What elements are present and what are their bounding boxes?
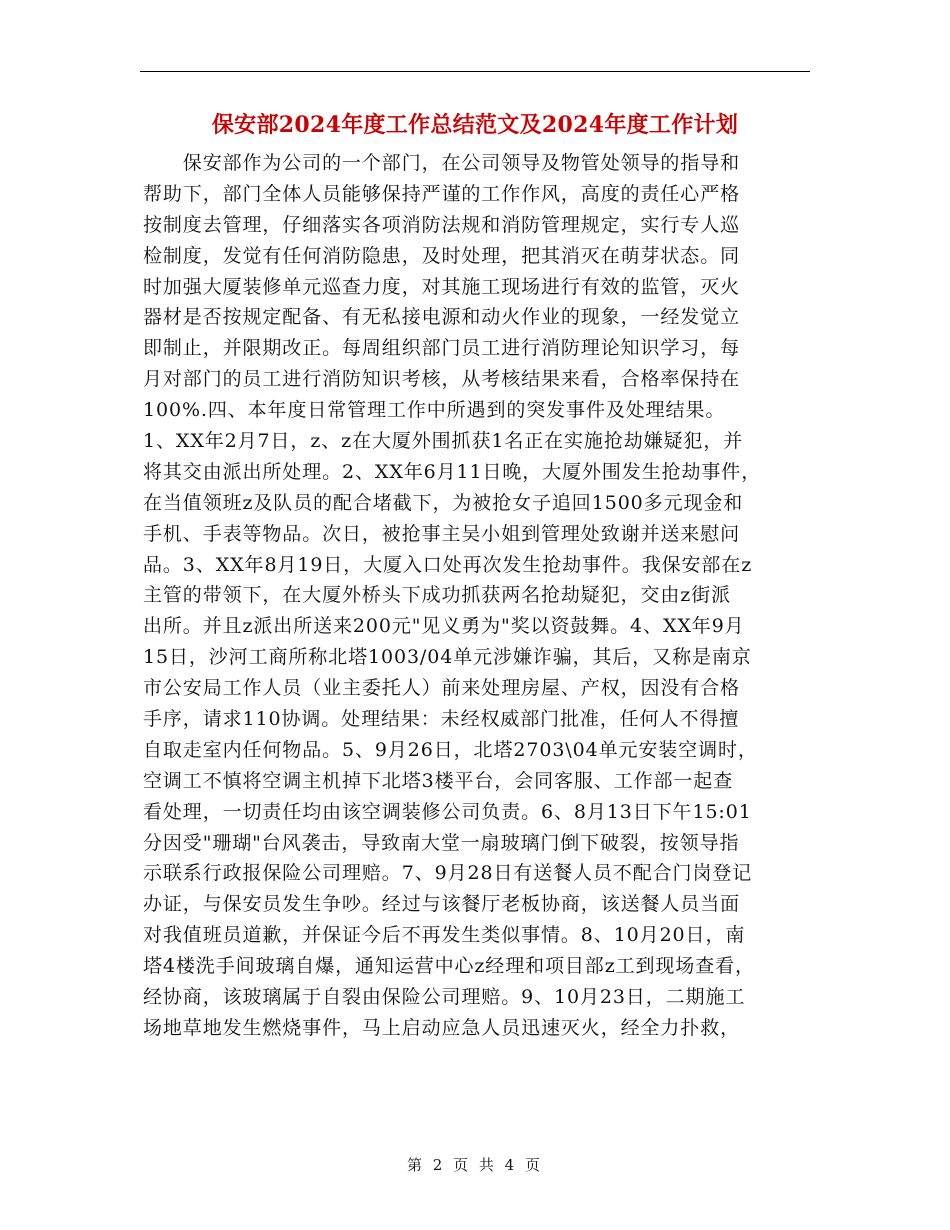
body-text-line: 月对部门的员工进行消防知识考核，从考核结果来看，合格率保持在: [143, 368, 741, 391]
body-text-line: 空调工不慎将空调主机掉下北塔3楼平台，会同客服、工作部一起查: [143, 769, 734, 792]
body-text-line: 对我值班员道歉，并保证今后不再发生类似事情。8、10月20日，南: [143, 924, 746, 947]
document-body: [143, 148, 823, 1044]
body-text-line: 即制止，并限期改正。每周组织部门员工进行消防理论知识学习，每: [143, 337, 741, 360]
body-text-line: 手机、手表等物品。次日，被抢事主吴小姐到管理处致谢并送来慰问: [143, 522, 741, 545]
page-number-footer: 第 2 页 共 4 页: [407, 1156, 543, 1174]
body-text-line: 时加强大厦装修单元巡查力度，对其施工现场进行有效的监管，灭火: [143, 275, 741, 298]
body-text-line: 将其交由派出所处理。2、XX年6月11日晚，大厦外围发生抢劫事件，: [143, 460, 762, 483]
body-text-line: 器材是否按规定配备、有无私接电源和动火作业的现象，一经发觉立: [143, 306, 741, 329]
body-text-line: 品。3、XX年8月19日，大厦入口处再次发生抢劫事件。我保安部在z: [143, 553, 753, 576]
body-text-line: 检制度，发觉有任何消防隐患，及时处理，把其消灭在萌芽状态。同: [143, 244, 741, 267]
document-title: 保安部2024年度工作总结范文及2024年度工作计划: [211, 112, 739, 138]
body-text-line: 市公安局工作人员（业主委托人）前来处理房屋、产权，因没有合格: [143, 677, 741, 700]
body-text-line: 办证，与保安员发生争吵。经过与该餐厅老板协商，该送餐人员当面: [143, 893, 741, 916]
header-rule: [140, 71, 810, 72]
body-text-line: 出所。并且z派出所送来200元"见义勇为"奖以资鼓舞。4、XX年9月: [143, 615, 745, 638]
body-text-line: 帮助下，部门全体人员能够保持严谨的工作作风，高度的责任心严格: [143, 182, 741, 205]
body-text-line: 15日，沙河工商所称北塔1003/04单元涉嫌诈骗，其后，又称是南京: [143, 646, 752, 669]
body-text-line: 1、XX年2月7日，z、z在大厦外围抓获1名正在实施抢劫嫌疑犯，并: [143, 430, 744, 453]
body-text-line: 按制度去管理，仔细落实各项消防法规和消防管理规定，实行专人巡: [143, 213, 741, 236]
body-text-line: 在当值领班z及队员的配合堵截下，为被抢女子追回1500多元现金和: [143, 491, 744, 514]
body-text-line: 场地草地发生燃烧事件，马上启动应急人员迅速灭火，经全力扑救，: [143, 1016, 741, 1039]
body-text-line: 示联系行政报保险公司理赔。7、9月28日有送餐人员不配合门岗登记: [143, 862, 753, 885]
body-text-line: 分因受"珊瑚"台风袭击，导致南大堂一扇玻璃门倒下破裂，按领导指: [143, 831, 740, 854]
body-text-line: 保安部作为公司的一个部门，在公司领导及物管处领导的指导和: [143, 152, 741, 174]
body-text-line: 自取走室内任何物品。5、9月26日，北塔2703\04单元安装空调时，: [143, 738, 758, 761]
body-text-line: 100%.四、本年度日常管理工作中所遇到的突发事件及处理结果。: [143, 399, 726, 422]
body-text-line: 手序，请求110协调。处理结果：未经权威部门批准，任何人不得擅: [143, 708, 740, 731]
body-text-line: 看处理，一切责任均由该空调装修公司负责。6、8月13日下午15:01: [143, 800, 752, 823]
body-text-line: 塔4楼洗手间玻璃自爆，通知运营中心z经理和项目部z工到现场查看，: [143, 955, 755, 978]
body-text-line: 主管的带领下，在大厦外桥头下成功抓获两名抢劫疑犯，交由z街派: [143, 584, 732, 607]
body-text-line: 经协商，该玻璃属于自裂由保险公司理赔。9、10月23日，二期施工: [143, 986, 746, 1009]
